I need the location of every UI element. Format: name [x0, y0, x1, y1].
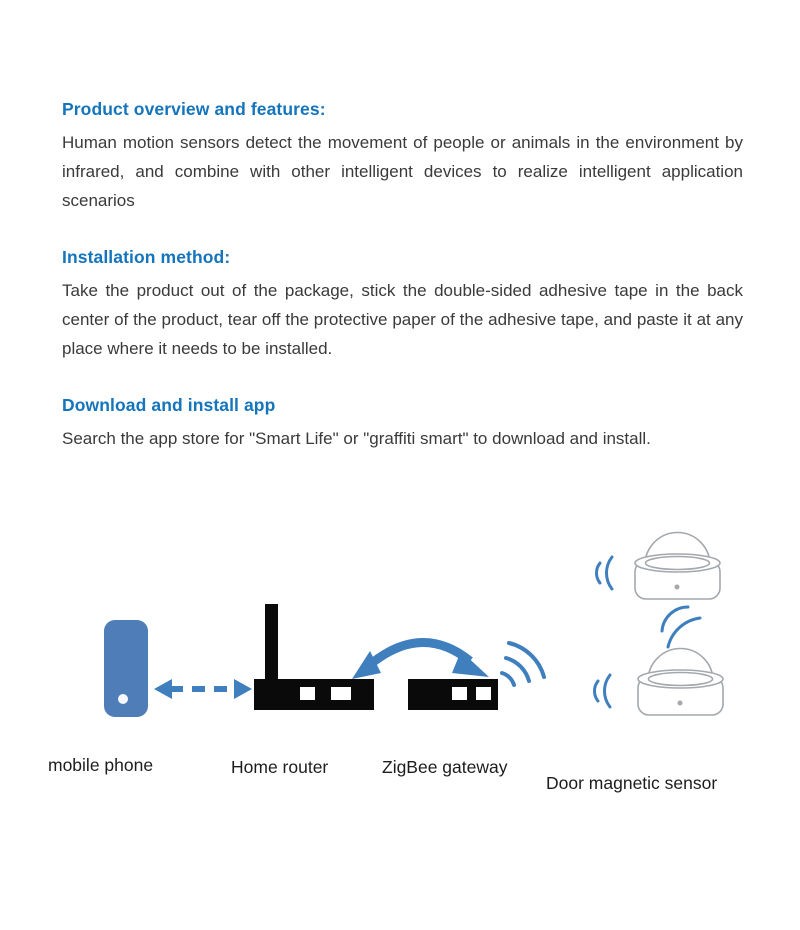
- home-router-label: Home router: [231, 757, 329, 777]
- manual-text-content: [62, 97, 743, 483]
- door-sensor-top-icon: [635, 533, 720, 600]
- door-sensor-bottom-icon: [638, 649, 723, 716]
- gateway-signal-icon: [502, 643, 544, 685]
- section-download-app: [62, 393, 743, 453]
- installation-method-body: Take the product out of the package, stick the double-sided adhesive tape in the back center of the product, tear off the protective paper of the adhesive tape, and paste it at any place where it needs to be installed.: [62, 281, 743, 358]
- network-diagram: [0, 515, 800, 835]
- curved-arrow-icon: [352, 642, 489, 679]
- dashed-arrow-icon: [154, 679, 252, 699]
- product-overview-heading: Product overview and features:: [62, 99, 326, 119]
- product-overview-body: Human motion sensors detect the movement of people or animals in the environment by infrared, and combine with other intelligent devices to realize intelligent application scenarios: [62, 133, 743, 210]
- mobile-phone-label: mobile phone: [48, 755, 154, 775]
- sensor-signal-bottom-icon: [594, 675, 610, 707]
- sensor-signal-middle-icon: [662, 607, 700, 647]
- download-app-body: Search the app store for "Smart Life" or "graffiti smart" to download and install.: [62, 429, 651, 448]
- home-router-icon: [254, 604, 374, 710]
- door-sensor-label: Door magnetic sensor: [546, 773, 718, 793]
- download-app-heading: Download and install app: [62, 395, 276, 415]
- mobile-phone-icon: [104, 620, 148, 717]
- sensor-signal-top-icon: [596, 557, 612, 589]
- installation-method-heading: Installation method:: [62, 247, 231, 267]
- zigbee-gateway-icon: [408, 679, 498, 710]
- zigbee-gateway-label: ZigBee gateway: [382, 757, 508, 777]
- section-installation-method: [62, 245, 743, 363]
- section-product-overview: [62, 97, 743, 215]
